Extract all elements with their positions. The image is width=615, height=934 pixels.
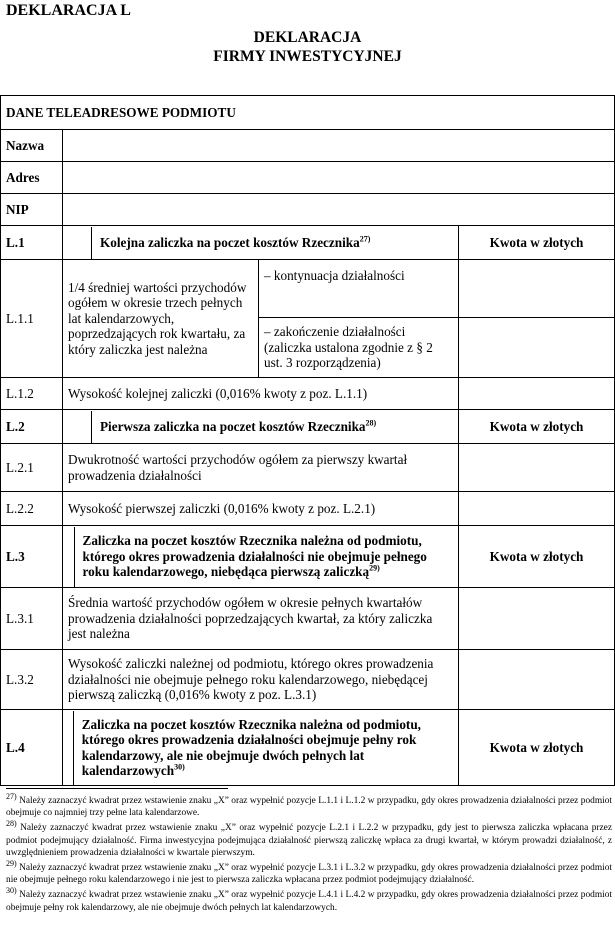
- row-l2-1-amount[interactable]: [459, 444, 615, 492]
- footnote-ref-28: 28): [365, 418, 377, 428]
- document-title: [0, 28, 615, 66]
- section-l1-checkbox[interactable]: [63, 227, 92, 259]
- name-field[interactable]: [63, 130, 615, 162]
- name-label: Nazwa: [1, 130, 63, 162]
- nip-field[interactable]: [63, 194, 615, 226]
- section-l2-checkbox[interactable]: [63, 411, 92, 443]
- section-l4-checkbox[interactable]: [63, 711, 74, 785]
- footnote-separator: [6, 788, 228, 789]
- row-l1-1-amount-termination[interactable]: [459, 318, 615, 378]
- row-l2-2-description: Wysokość pierwszej zaliczki (0,016% kwoty z poz. L.2.1): [63, 492, 459, 526]
- section-l1-title: Kolejna zaliczka na poczet kosztów Rzecznika$^{27)}$: [100, 234, 371, 250]
- section-l1-title-cell: [63, 226, 459, 260]
- row-l3-2-code: L.3.2: [1, 650, 63, 710]
- row-l3-1-description: Średnia wartość przychodów ogółem w okresie pełnych kwartałów prowadzenia działalności poprzedzających kwartał, za który zaliczka jest należna: [63, 588, 459, 650]
- title-line-1: DEKLARACJA: [253, 29, 362, 46]
- row-l2-2-code: L.2.2: [1, 492, 63, 526]
- row-l2-1-code: L.2.1: [1, 444, 63, 492]
- row-l3-1-code: L.3.1: [1, 588, 63, 650]
- section-l4-title: Zaliczka na poczet kosztów Rzecznika należna od podmiotu, którego okres prowadzenia działalności obejmuje pełny rok kalendarzowy, ale nie obejmuje dwóch pełnych lat kalendarzowych$^{30)}$: [81, 716, 421, 778]
- section-l4-title-cell: [63, 710, 459, 786]
- section-l1-header-row: [1, 226, 615, 260]
- nip-label: NIP: [1, 194, 63, 226]
- row-l2-2-amount[interactable]: [459, 492, 615, 526]
- contact-section-header-row: [1, 96, 615, 130]
- section-l2-code: L.2: [1, 410, 63, 444]
- section-l3-code: L.3: [1, 526, 63, 588]
- row-l1-1-description: 1/4 średniej wartości przychodów ogółem w okresie trzech pełnych lat kalendarzowych, poprzedzających rok kwartału, za który zaliczka jest należna: [63, 260, 259, 378]
- address-row: [1, 162, 615, 194]
- footnote-28: $^{28)}$ Należy zaznaczyć kwadrat przez wstawienie znaku „X” oraz wypełnić pozycje L.2.1 i L.2.2 w przypadku, gdy jest to pierwsza zaliczka wpłacana przez podmiot podejmujący działalność. Firma inwestycyjna podejmująca działalność pierwszą zaliczkę wpłaca za drugi kwartał, w którym prowadzi działalność, z uwzględnieniem prowadzenia działalności w kwartale pierwszym.: [6, 819, 612, 858]
- row-l2-2: [1, 492, 615, 526]
- footnotes: [6, 791, 613, 917]
- row-l1-1-code: L.1.1: [1, 260, 63, 378]
- row-l3-2-description: Wysokość zaliczki należnej od podmiotu, którego okres prowadzenia działalności nie obejmuje pełnego roku kalendarzowego, niebędącej pierwszą zaliczką (0,016% kwoty z poz. L.3.1): [63, 650, 459, 710]
- row-l1-2-description: Wysokość kolejnej zaliczki (0,016% kwoty z poz. L.1.1): [63, 378, 459, 410]
- row-l3-1: [1, 588, 615, 650]
- contact-section-title: DANE TELEADRESOWE PODMIOTU: [1, 96, 615, 130]
- section-l3-header-row: [1, 526, 615, 588]
- section-l3-title: Zaliczka na poczet kosztów Rzecznika należna od podmiotu, którego okres prowadzenia działalności nie obejmuje pełnego roku kalendarzowego, niebędąca pierwszą zaliczką$^{29)}$: [82, 533, 427, 580]
- row-l1-1-first: [1, 260, 615, 318]
- address-label: Adres: [1, 162, 63, 194]
- section-l2-title: Pierwsza zaliczka na poczet kosztów Rzecznika$^{28)}$: [100, 418, 377, 434]
- title-line-2: FIRMY INWESTYCYJNEJ: [213, 48, 402, 65]
- footnote-ref-30: 30): [174, 762, 185, 772]
- row-l3-2: [1, 650, 615, 710]
- row-l3-1-amount[interactable]: [459, 588, 615, 650]
- name-row: [1, 130, 615, 162]
- nip-row: [1, 194, 615, 226]
- row-l1-1-option-termination: – zakończenie działalności (zaliczka ustalona zgodnie z § 2 ust. 3 rozporządzenia): [259, 318, 459, 378]
- section-l4-header-row: [1, 710, 615, 786]
- section-l2-amount-header: Kwota w złotych: [459, 410, 615, 444]
- footnote-ref-27: 27): [359, 234, 371, 244]
- row-l3-2-amount[interactable]: [459, 650, 615, 710]
- declaration-label: DEKLARACJA L: [6, 2, 131, 19]
- section-l1-amount-header: Kwota w złotych: [459, 226, 615, 260]
- section-l3-amount-header: Kwota w złotych: [459, 526, 615, 588]
- row-l1-1-amount-continuation[interactable]: [459, 260, 615, 318]
- row-l1-2: [1, 378, 615, 410]
- footnote-ref-29: 29): [369, 563, 380, 573]
- section-l1-code: L.1: [1, 226, 63, 260]
- section-l3-checkbox[interactable]: [63, 527, 75, 587]
- address-field[interactable]: [63, 162, 615, 194]
- row-l1-2-amount[interactable]: [459, 378, 615, 410]
- declaration-form-table: [0, 95, 615, 786]
- section-l3-title-cell: [63, 526, 459, 588]
- section-l2-header-row: [1, 410, 615, 444]
- footnote-27: $^{27)}$ Należy zaznaczyć kwadrat przez wstawienie znaku „X” oraz wypełnić pozycje L.1.1 i L.1.2 w przypadku, gdy okres prowadzenia działalności przez podmiot obejmuje co najmniej trzy pełne lata kalendarzowe.: [6, 791, 613, 819]
- row-l2-1: [1, 444, 615, 492]
- footnote-29: $^{29)}$ Należy zaznaczyć kwadrat przez wstawienie znaku „X” oraz wypełnić pozycje L.3.1 i L.3.2 w przypadku, gdy okres prowadzenia działalności przez podmiot nie obejmuje pełnego roku kalendarzowego i nie jest to pierwsza zaliczka wpłacana przez podmiot podejmujący działalność.: [6, 858, 613, 886]
- row-l1-1-option-continuation: – kontynuacja działalności: [259, 260, 459, 318]
- section-l2-title-cell: [63, 410, 459, 444]
- section-l4-code: L.4: [1, 710, 63, 786]
- section-l4-amount-header: Kwota w złotych: [459, 710, 615, 786]
- row-l1-2-code: L.1.2: [1, 378, 63, 410]
- row-l2-1-description: Dwukrotność wartości przychodów ogółem za pierwszy kwartał prowadzenia działalności: [63, 444, 459, 492]
- footnote-30: $^{30)}$ Należy zaznaczyć kwadrat przez wstawienie znaku „X” oraz wypełnić pozycje L.4.1 i L.4.2 w przypadku, gdy okres prowadzenia działalności przez podmiot obejmuje pełny rok kalendarzowy, ale nie obejmuje dwóch pełnych lat kalendarzowych.: [6, 886, 613, 913]
